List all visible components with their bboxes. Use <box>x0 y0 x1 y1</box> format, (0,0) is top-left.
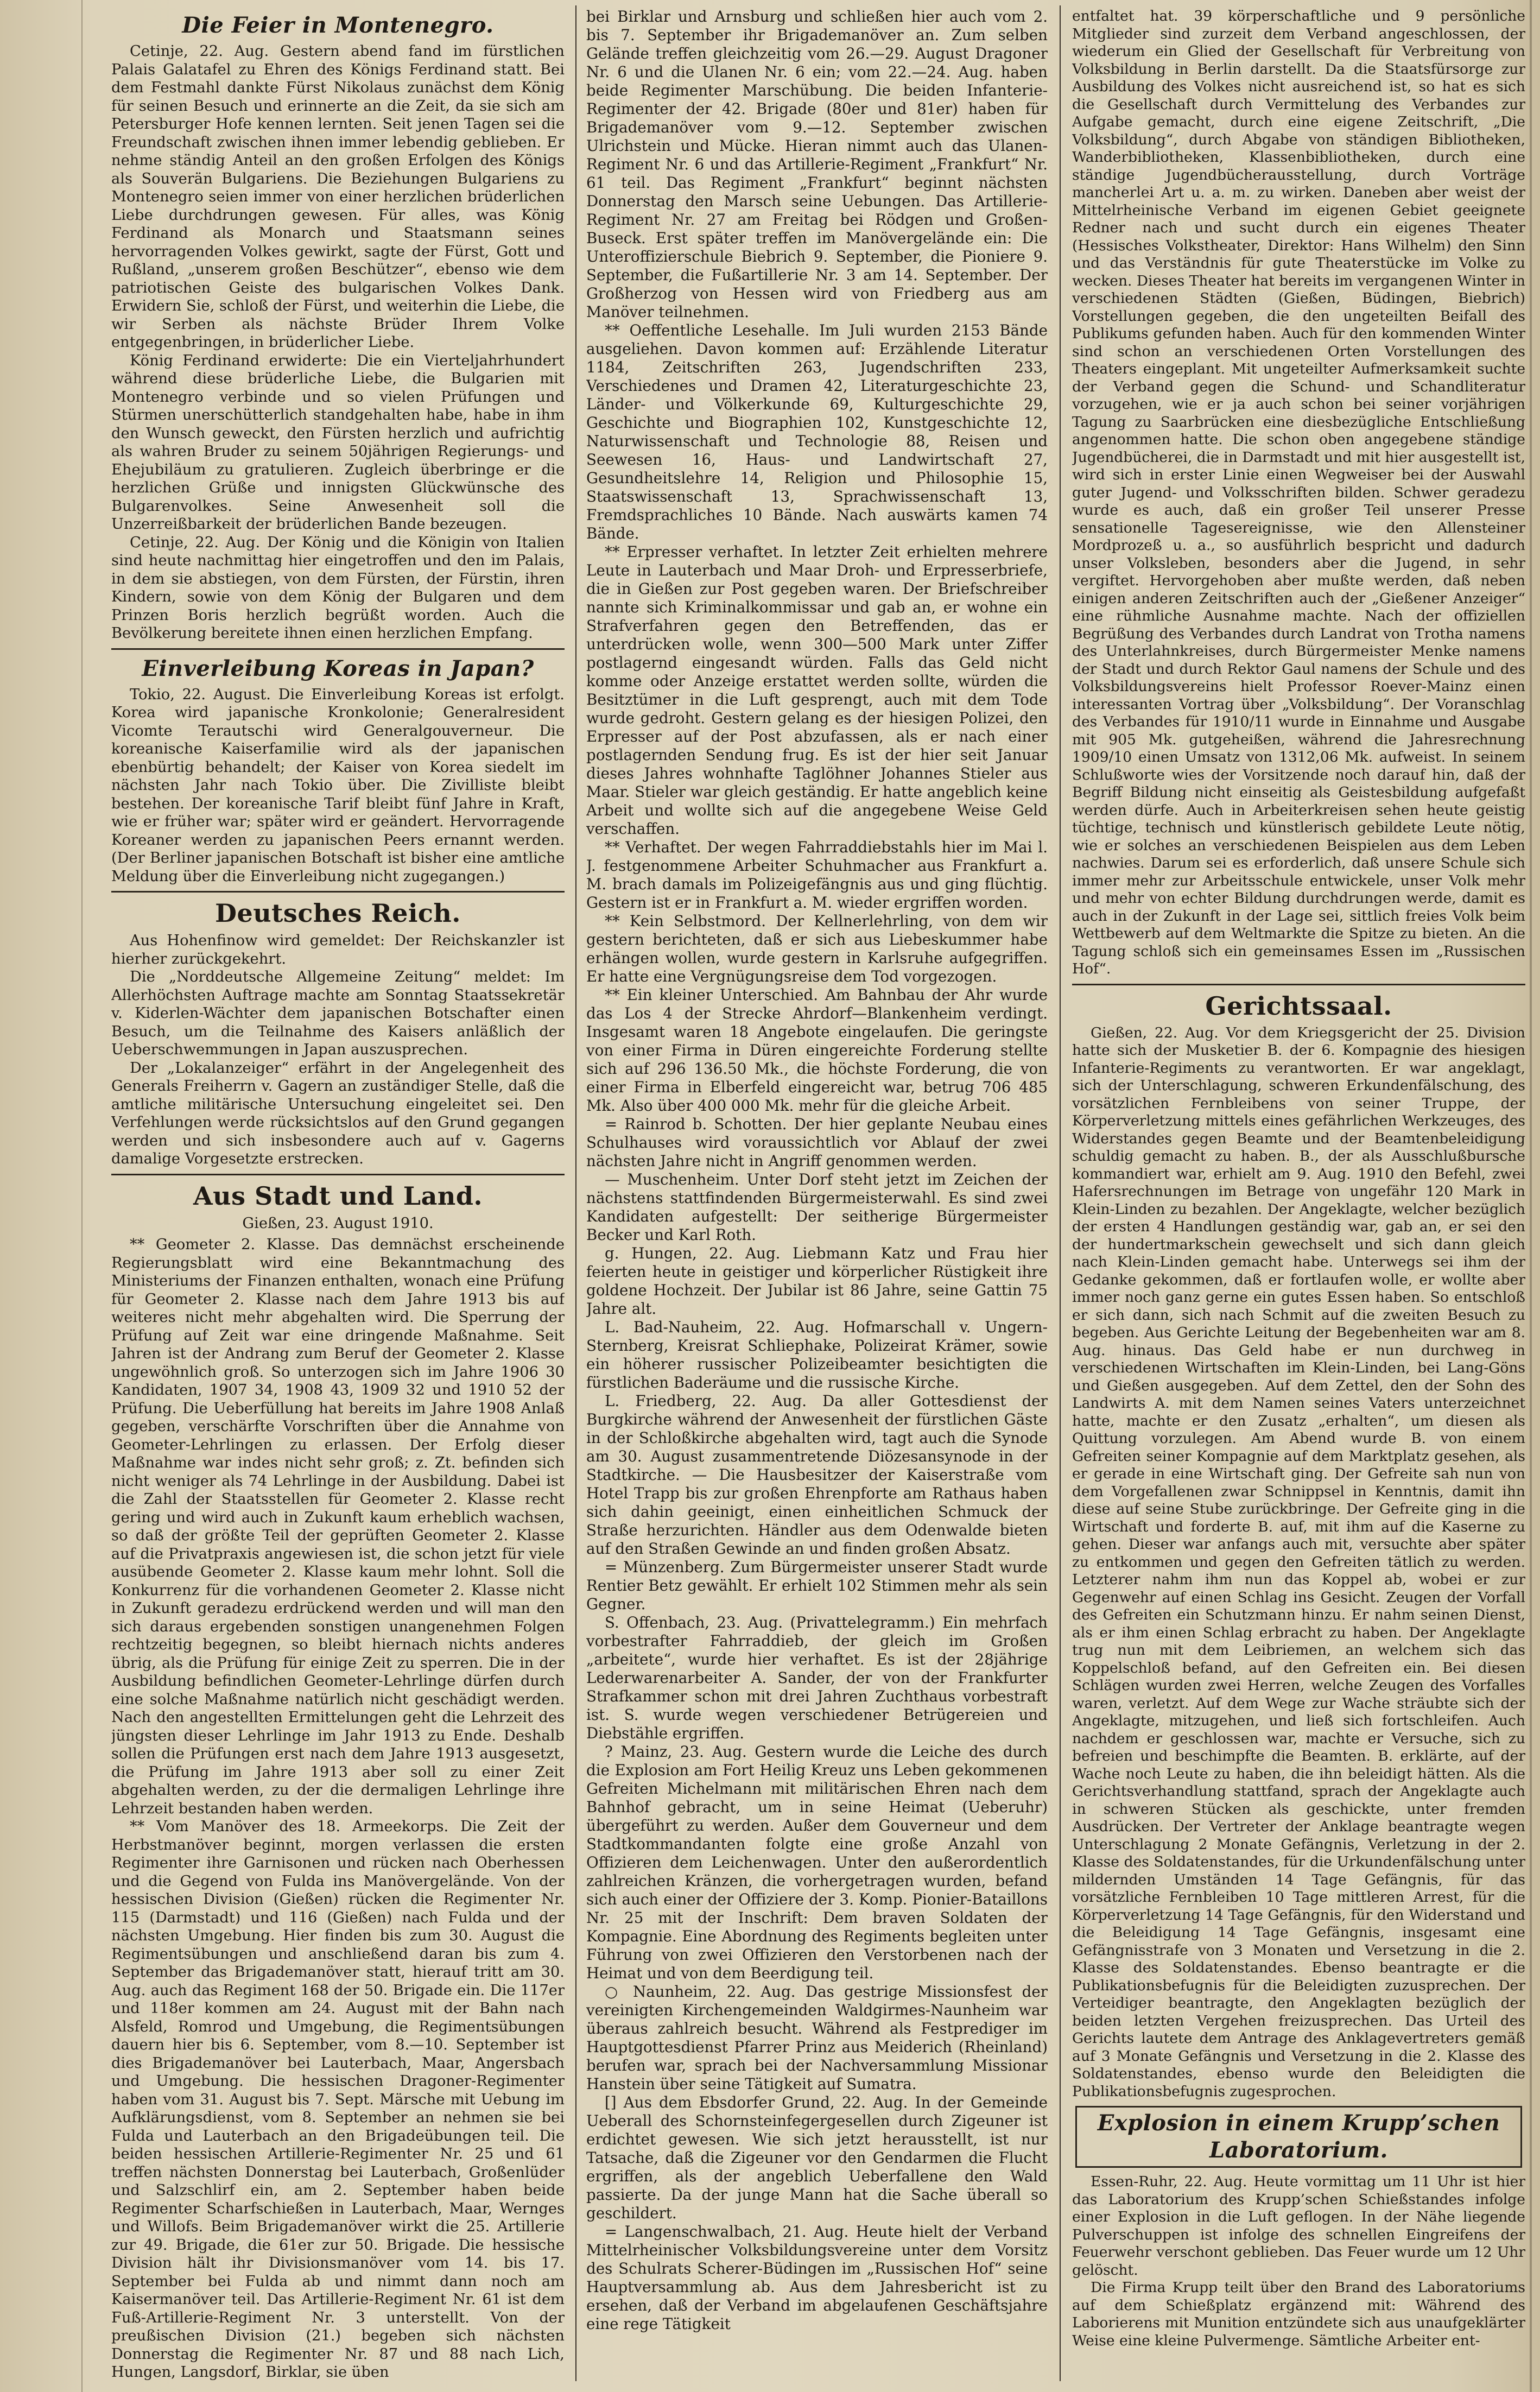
article-paragraph: g. Hungen, 22. Aug. Liebmann Katz und Frau hier feierten heute in geistiger und körperlicher Rüstigkeit ihre goldene Hochzeit. Der Jubilar ist 86 Jahre, seine Gattin 75 Jahre alt. <box>586 1244 1048 1318</box>
article-paragraph: König Ferdinand erwiderte: Die ein Vierteljahrhundert während diese brüderliche Liebe, die Bulgarien mit Montenegro verbinde und so vielen Prüfungen und Stürmen unerschütterlich standgehalten habe, habe in ihm den Wunsch geweckt, den Fürsten herzlich und aufrichtig als wahren Bruder zu seinem 50jährigen Regierungs- und Ehejubiläum zu gratulieren. Zugleich überbringe er die herzlichen Grüße und innigsten Glückwünsche des Bulgarenvolkes. Seine Anwesenheit soll die Unzerreißbarkeit der brüderlichen Bande bezeugen. <box>111 352 565 533</box>
article-paragraph: — Muschenheim. Unter Dorf steht jetzt im Zeichen der nächstens stattfindenden Bürgermeisterwahl. Es sind zwei Kandidaten aufgestellt: Der seitherige Bürgermeister Becker und Karl Roth. <box>586 1170 1048 1244</box>
article-paragraph: Gießen, 22. Aug. Vor dem Kriegsgericht der 25. Division hatte sich der Musketier B. der 6. Kompagnie des hiesigen Infanterie-Regiments zu verantworten. Er war angeklagt, sich der Unterschlagung, schweren Erkundenfälschung, des vorsätzlichen Fernbleibens von seiner Truppe, der Körperverletzung mittels eines gefährlichen Werkzeuges, des Widerstandes gegen Beamte und der Beamtenbeleidigung schuldig gemacht zu haben. B., der als Ausschlußbursche kommandiert war, erhielt am 9. Aug. 1910 den Befehl, zwei Hafersrechnungen im Betrage von ungefähr 120 Mark in Klein-Linden zu bezahlen. Der Angeklagte, welcher bezüglich der ersten 4 Handlungen geständig war, gab an, er sei den der hundertmarkschein gewechselt und sich dann gleich nach Klein-Linden gemacht habe. Unterwegs sei ihm der Gedanke gekommen, daß er fortlaufen wolle, er wollte aber immer noch ganz gerne ein gutes Essen haben. So entschloß er sich dann, sich nach Schmit auf die zweiten Besuch zu begeben. Aus Gerichte Leitung der Begebenheiten war am 8. Aug. hinaus. Das Geld habe er nun durchweg in verschiedenen Wirtschaften im Klein-Linden, bei Lang-Göns und Gießen ausgegeben. Auf dem Zettel, den der Sohn des Landwirts A. mit dem Namen seines Vaters unterzeichnet hatte, machte er den Zusatz „erhalten“, um diesen als Quittung vorzulegen. Am Abend wurde B. von einem Gefreiten seiner Kompagnie auf dem Marktplatz gesehen, als er gerade in eine Wirtschaft ging. Der Gefreite sah nun von dem Vorgefallenen zwar Schnippsel in Kenntnis, damit ihn diese auf seine Stube zurückbringe. Der Gefreite ging in die Wirtschaft und forderte B. auf, mit ihm auf die Kaserne zu gehen. Dieser war anfangs auch mit, versuchte aber später zu entkommen und gegen den Gefreiten tätlich zu werden. Letzterer nahm ihm nun das Koppel ab, wobei er zur Gegenwehr auf einen Schlag ins Gesicht. Zeugen der Vorfall des Gefreiten ein Schutzmann hinzu. Er nahm seinen Dienst, als er ihm einen Schlag erbracht zu haben. Der Angeklagte trug nun mit dem Leibriemen, an welchem sich das Koppelschloß befand, auf den Gefreiten ein. Bei diesen Schlägen wurden zwei Herren, welche Zeugen des Vorfalles waren, verletzt. Auf dem Wege zur Wache sträubte sich der Angeklagte, mitzugehen, und ließ sich fortschleifen. Auch nachdem er geschlossen war, machte er Versuche, sich zu befreien und beschimpfte die Beamten. B. erklärte, auf der Wache noch Leute zu haben, die ihn beleidigt hätten. Als die Gerichtsverhandlung stattfand, sprach der Angeklagte auch in schweren Stücken als geschickte, unter fremden Ausdrücken. Der Vertreter der Anklage beantragte wegen Unterschlagung 2 Monate Gefängnis, Verletzung in der 2. Klasse des Soldatenstandes, für die Urkundenfälschung unter mildernden Umständen 14 Tage Gefängnis, für das vorsätzliche Fernbleiben 10 Tage mittleren Arrest, für die Körperverletzung 14 Tage Gefängnis, für den Widerstand und die Beleidigung 14 Tage Gefängnis, insgesamt eine Gefängnisstrafe von 3 Monaten und Versetzung in die 2. Klasse des Soldatenstandes. Ebenso beantragte er die Publikationsbefugnis für die Beleidigten zuzusprechen. Der Verteidiger beantragte, den Angeklagten bezüglich der beiden letzten Vergehen freizusprechen. Das Urteil des Gerichts lautete dem Antrage des Anklagevertreters gemäß auf 3 Monate Gefängnis und Versetzung in die 2. Klasse des Soldatenstandes, ebenso wurde den Beleidigten die Publikationsbefugnis zugesprochen. <box>1072 1024 1525 2100</box>
article-paragraph: Die „Norddeutsche Allgemeine Zeitung“ meldet: Im Allerhöchsten Auftrage machte am Sonntag Staatssekretär v. Kiderlen-Wächter dem japanischen Botschafter einen Besuch, um die Teilnahme des Kaisers anläßlich der Ueberschwemmungen in Japan auszusprechen. <box>111 969 565 1058</box>
headline-gerichtssaal: Gerichtssaal. <box>1205 991 1392 1021</box>
article-paragraph: ** Oeffentliche Lesehalle. Im Juli wurden 2153 Bände ausgeliehen. Davon kommen auf: Erzählende Literatur 1184, Zeitschriften 263, Jugendschriften 233, Verschiedenes und Dramen 42, Literaturgeschichte 23, Länder- und Völkerkunde 69, Kulturgeschichte 29, Geschichte und Biographien 102, Kunstgeschichte 12, Naturwissenschaft und Technologie 88, Reisen und Seewesen 16, Haus- und Landwirtschaft 27, Gesundheitslehre 14, Religion und Philosophie 15, Staatswissenschaft 13, Sprachwissenschaft 13, Fremdsprachliches 10 Bände. Nach auswärts kamen 74 Bände. <box>586 321 1048 542</box>
article-paragraph: bei Birklar und Arnsburg und schließen hier auch vom 2. bis 7. September ihr Brigademanöver an. Zum selben Gelände treffen gleichzeitig vom 26.—29. August Dragoner Nr. 6 und die Ulanen Nr. 6 ein; vom 22.—24. Aug. haben beide Regimenter Marschübung. Die beiden Infanterie-Regimenter der 42. Brigade (80er und 81er) haben für Brigademanöver vom 9.—12. September zwischen Ulrichstein und Mücke. Hieran nimmt auch das Ulanen-Regiment Nr. 6 und das Artillerie-Regiment „Frankfurt“ Nr. 61 teil. Das Regiment „Frankfurt“ beginnt nächsten Donnerstag den Marsch seine Uebungen. Das Artillerie-Regiment Nr. 27 am Freitag bei Rödgen und Großen-Buseck. Erst später treffen im Manövergelände ein: Die Unteroffizierschule Biebrich 9. September, die Pioniere 9. September, die Fußartillerie Nr. 3 am 14. September. Der Großherzog von Hessen wird von Friedberg aus am Manöver teilnehmen. <box>586 8 1048 321</box>
column-rule-2 <box>1060 5 1061 2381</box>
article-paragraph: ** Ein kleiner Unterschied. Am Bahnbau der Ahr wurde das Los 4 der Strecke Ahrdorf—Blankenheim verdingt. Insgesamt waren 18 Angebote eingelaufen. Die geringste von einer Firma in Düren eingereichte Forderung stellte sich auf 296 136.50 Mk., die höchste Forderung, die von einer Firma in Elberfeld eingereicht war, betrug 706 485 Mk. Also über 400 000 Mk. mehr für die gleiche Arbeit. <box>586 986 1048 1115</box>
section-divider <box>111 1174 565 1175</box>
article-paragraph: [] Aus dem Ebsdorfer Grund, 22. Aug. In der Gemeinde Ueberall des Schornsteinfegergesellen durch Zigeuner ist erdichtet gewesen. Wie sich jetzt herausstellt, ist nur Tatsache, daß die Zigeuner vor den Gendarmen die Flucht ergriffen, als der angeblich Ueberfallene den Wald passierte. Da der junge Mann hat die Sache überall so geschildert. <box>586 2093 1048 2222</box>
article-paragraph: L. Friedberg, 22. Aug. Da aller Gottesdienst der Burgkirche während der Anwesenheit der fürstlichen Gäste in der Schloßkirche abgehalten wird, tagt auch die Synode am 30. August zusammentretende Diözesansynode in der Stadtkirche. — Die Hausbesitzer der Kaiserstraße vom Hotel Trapp bis zur großen Ehrenpforte am Rathaus haben sich dahin geeinigt, einen einheitlichen Schmuck der Straße herzurichten. Händler aus dem Odenwalde bieten auf den Straßen Gewinde an und finden großen Absatz. <box>586 1392 1048 1558</box>
headline-stadt-und-land: Aus Stadt und Land. <box>193 1181 483 1211</box>
headline-krupp-explosion: Explosion in einem Krupp’schen Laboratorium. <box>1075 2106 1522 2168</box>
column-2 <box>586 8 1048 2381</box>
headline-korea: Einverleibung Koreas in Japan? <box>142 655 534 681</box>
article-paragraph: Cetinje, 22. Aug. Gestern abend fand im fürstlichen Palais Galatafel zu Ehren des Königs Ferdinand statt. Bei dem Festmahl dankte Fürst Nikolaus zunächst dem König für seinen Besuch und erinnerte an die Zeit, da sie sich am Petersburger Hofe kennen lernten. Seit jenen Tagen sei die Freundschaft zwischen ihnen immer lebendig geblieben. Er nehme ständig Anteil an den großen Erfolgen des Königs als Souverän Bulgariens. Die Beziehungen Bulgariens zu Montenegro seien immer von einer herzlichen brüderlichen Liebe durchdrungen gewesen. Für alles, was König Ferdinand als Monarch und Staatsmann seines hervorragenden Volkes gewirkt, sagte der Fürst, Gott und Rußland, „unserem großen Beschützer“, ebenso wie dem patriotischen Geiste des bulgarischen Volkes Dank. Erwidern Sie, schloß der Fürst, und weiterhin die Liebe, die wir Serben als nächste Brüder Ihrem Volke entgegenbringen, in brüderlicher Liebe. <box>111 43 565 351</box>
section-divider <box>1072 984 1525 985</box>
article-paragraph: Essen-Ruhr, 22. Aug. Heute vormittag um 11 Uhr ist hier das Laboratorium des Krupp’schen Schießstandes infolge einer Explosion in die Luft geflogen. In der Nähe liegende Pulverschuppen ist infolge des schnellen Eingreifens der Feuerwehr verschont geblieben. Das Feuer wurde um 12 Uhr gelöscht. <box>1072 2173 1525 2279</box>
article-paragraph: = Münzenberg. Zum Bürgermeister unserer Stadt wurde Rentier Betz gewählt. Er erhielt 102 Stimmen mehr als sein Gegner. <box>586 1558 1048 1613</box>
headline-deutsches-reich: Deutsches Reich. <box>215 898 461 928</box>
article-paragraph: ○ Naunheim, 22. Aug. Das gestrige Missionsfest der vereinigten Kirchengemeinden Waldgirmes-Naunheim war überaus zahlreich besucht. Während als Festprediger im Hauptgottesdienst Pfarrer Prinz aus Meiderich (Rheinland) berufen war, sprach bei der Nachversammlung Missionar Hanstein über seine Tätigkeit auf Sumatra. <box>586 1983 1048 2093</box>
page-right-edge <box>1530 0 1532 2392</box>
column-rule-1 <box>575 5 576 2381</box>
section-divider <box>111 891 565 893</box>
article-paragraph: Tokio, 22. August. Die Einverleibung Koreas ist erfolgt. Korea wird japanische Kronkolonie; Generalresident Vicomte Terautschi wird Generalgouverneur. Die koreanische Kaiserfamilie wird als der japanischen ebenbürtig behandelt; der Kaiser von Korea siedelt im nächsten Jahr nach Tokio über. Die Zivilliste bleibt bestehen. Der koreanische Tarif bleibt fünf Jahre in Kraft, wie er früher war; später wird er geändert. Hervorragende Koreaner werden zu japanischen Peers ernannt werden. (Der Berliner japanischen Botschaft ist bisher eine amtliche Meldung über die Einverleibung nicht zugegangen.) <box>111 686 565 885</box>
article-paragraph: = Rainrod b. Schotten. Der hier geplante Neubau eines Schulhauses wird voraussichtlich vor Ablauf der zwei nächsten Jahre nicht in Angriff genommen werden. <box>586 1115 1048 1170</box>
column-1 <box>111 8 565 2381</box>
article-paragraph: ? Mainz, 23. Aug. Gestern wurde die Leiche des durch die Explosion am Fort Heilig Kreuz uns Leben gekommenen Gefreiten Michelmann mit militärischen Ehren nach dem Bahnhof gebracht, um in seine Heimat (Ueberuhr) übergeführt zu werden. Außer dem Gouverneur und dem Stadtkommandanten folgte eine große Anzahl von Offizieren dem Leichenwagen. Unter den außerordentlich zahlreichen Kränzen, die vorhergetragen wurden, befand sich auch einer der Offiziere der 3. Komp. Pionier-Bataillons Nr. 25 mit der Inschrift: Dem braven Soldaten der Kompagnie. Eine Abordnung des Regiments begleiten unter Führung von zwei Offizieren den Verstorbenen nach der Heimat und von dem Beerdigung teil. <box>586 1743 1048 1982</box>
article-paragraph: ** Vom Manöver des 18. Armeekorps. Die Zeit der Herbstmanöver beginnt, morgen verlassen die ersten Regimenter ihre Garnisonen und rücken nach Oberhessen und die Gegend von Fulda ins Manövergelände. Von der hessischen Division (Gießen) rücken die Regimenter Nr. 115 (Darmstadt) und 116 (Gießen) nach Fulda und der nächsten Umgebung. Hier finden bis zum 30. August die Regimentsübungen und anschließend daran bis zum 4. September das Brigademanöver statt, hierauf tritt am 30. Aug. auch das Regiment 168 der 50. Brigade ein. Die 117er und 118er kommen am 24. August mit der Bahn nach Alsfeld, Romrod und Umgebung, die Regimentsübungen dauern hier bis 6. September, vom 8.—10. September ist dies Brigademanöver bei Lauterbach, Maar, Angersbach und Umgebung. Die hessischen Dragoner-Regimenter haben vom 31. August bis 7. Sept. Märsche mit Uebung im Aufklärungsdienst, vom 8. September an nehmen sie bei Fulda und Lauterbach an den Brigadeübungen teil. Die beiden hessischen Artillerie-Regimenter Nr. 25 und 61 treffen nächsten Donnerstag bei Lauterbach, Großenlüder und Salzschlirf ein, am 2. September haben beide Regimenter Scharfschießen in Lauterbach, Maar, Wernges und Willofs. Beim Brigademanöver wirkt die 25. Artillerie zur 49. Brigade, die 61er zur 50. Brigade. Die hessische Division hält ihr Divisionsmanöver vom 14. bis 17. September bei Fulda ab und nimmt dann noch am Kaisermanöver teil. Das Artillerie-Regiment Nr. 61 ist dem Fuß-Artillerie-Regiment Nr. 3 unterstellt. Von der preußischen Division (21.) begeben sich nächsten Donnerstag die Regimenter Nr. 87 und 88 nach Lich, Hungen, Langsdorf, Birklar, sie üben <box>111 1818 565 2381</box>
article-paragraph: ** Verhaftet. Der wegen Fahrraddiebstahls hier im Mai l. J. festgenommene Arbeiter Schuhmacher aus Frankfurt a. M. brach damals im Polizeigefängnis aus und ging flüchtig. Gestern ist er in Frankfurt a. M. wieder ergriffen worden. <box>586 838 1048 912</box>
article-paragraph: = Langenschwalbach, 21. Aug. Heute hielt der Verband Mittelrheinischer Volksbildungsvereine unter dem Vorsitz des Schulrats Scherer-Büdingen im „Russischen Hof“ seine Hauptversammlung ab. Aus dem Jahresbericht ist zu ersehen, daß der Verband im abgelaufenen Geschäftsjahre eine rege Tätigkeit <box>586 2223 1048 2333</box>
dateline: Gießen, 23. August 1910. <box>242 1214 434 1232</box>
headline-montenegro: Die Feier in Montenegro. <box>182 12 494 38</box>
column-3 <box>1072 8 1525 2381</box>
article-paragraph: Aus Hohenfinow wird gemeldet: Der Reichskanzler ist hierher zurückgekehrt. <box>111 932 565 967</box>
article-paragraph: Die Firma Krupp teilt über den Brand des Laboratoriums auf dem Schießplatz ergänzend mit: Während des Laborierens mit Munition entzündete sich aus unaufgeklärter Weise eine kleine Pulvermenge. Sämtliche Arbeiter ent- <box>1072 2279 1525 2349</box>
article-paragraph: Cetinje, 22. Aug. Der König und die Königin von Italien sind heute nachmittag hier eingetroffen und den im Palais, in dem sie abstiegen, von dem Fürsten, der Fürstin, ihren Kindern, sowie von dem König der Bulgaren und dem Prinzen Boris herzlich begrüßt worden. Auch die Bevölkerung bereitete ihnen einen herzlichen Empfang. <box>111 534 565 642</box>
article-paragraph: ** Kein Selbstmord. Der Kellnerlehrling, von dem wir gestern berichteten, daß er sich aus Liebeskummer habe erhängen wollen, wurde gestern in Karlsruhe aufgegriffen. Er hatte eine Vergnügungsreise dem Tod vorgezogen. <box>586 912 1048 985</box>
article-paragraph: L. Bad-Nauheim, 22. Aug. Hofmarschall v. Ungern-Sternberg, Kreisrat Schliephake, Polizeirat Krämer, sowie ein höherer russischer Polizeibeamter besichtigten die fürstlichen Baderäume und die russische Kirche. <box>586 1318 1048 1391</box>
page-left-edge <box>81 0 83 2392</box>
article-paragraph: S. Offenbach, 23. Aug. (Privattelegramm.) Ein mehrfach vorbestrafter Fahrraddieb, der gleich im Großen „arbeitete“, wurde hier verhaftet. Es ist der 28jährige Lederwarenarbeiter A. Sander, der von der Frankfurter Strafkammer schon mit drei Jahren Zuchthaus vorbestraft ist. S. wurde wegen verschiedener Betrügereien und Diebstähle ergriffen. <box>586 1613 1048 1742</box>
article-paragraph: entfaltet hat. 39 körperschaftliche und 9 persönliche Mitglieder sind zurzeit dem Verband angeschlossen, der wiederum ein Glied der Gesellschaft für Verbreitung von Volksbildung in Berlin darstellt. Da die Staatsfürsorge zur Ausbildung des Volkes nicht ausreichend ist, so hat es sich die Gesellschaft durch Vermittelung des Verbandes zur Aufgabe gemacht, durch eine eigene Zeitschrift, „Die Volksbildung“, durch Abgabe von ständigen Bibliotheken, Wanderbibliotheken, Klassenbibliotheken, durch eine ständige Jugendbücherausstellung, durch Vorträge mancherlei Art u. a. m. zu wirken. Daneben aber weist der Mittelrheinische Verband im eigenen Gebiet geeignete Redner nach und sucht durch ein eigenes Theater (Hessisches Volkstheater, Direktor: Hans Wilhelm) den Sinn und das Verständnis für gute Theaterstücke im Volke zu wecken. Dieses Theater hat bereits im vergangenen Winter in verschiedenen Städten (Gießen, Büdingen, Biebrich) Vorstellungen gegeben, die den ungeteilten Beifall des Publikums gefunden haben. Auch für den kommenden Winter sind schon an verschiedenen Orten Vorstellungen des Theaters eingeplant. Mit ungeteilter Aufmerksamkeit suchte der Verband gegen die Schund- und Schandliteratur vorzugehen, wie er ja auch schon bei seiner vorjährigen Tagung zu Saarbrücken eine diesbezügliche Entschließung angenommen hatte. Die schon oben angegebene ständige Jugendbücherei, die in Darmstadt und mit hier ausgestellt ist, wird sich in erster Linie einen Wegweiser bei der Auswahl guter Jugend- und Volksschriften bilden. Schwer geradezu wurde es auch, daß ein großer Teil unserer Presse sensationelle Tagesereignisse, wie den Allensteiner Mordprozeß u. a., so ausführlich bespricht und dadurch unser Volksleben, besonders aber die Jugend, in sehr vergiftet. Hervorgehoben aber mußte werden, daß neben einigen anderen Zeitschriften auch der „Gießener Anzeiger“ eine rühmliche Ausnahme machte. Nach der offiziellen Begrüßung des Verbandes durch Landrat von Trotha namens des Unterlahnkreises, durch Bürgermeister Menke namens der Stadt und durch Rektor Gaul namens der Schule und des Volksbildungsvereins hielt Professor Roever-Mainz einen interessanten Vortrag über „Volksbildung“. Der Voranschlag des Verbandes für 1910/11 wurde in Einnahme und Ausgabe mit 905 Mk. gutgeheißen, während die Jahresrechnung 1909/10 einen Umsatz von 1312,06 Mk. aufweist. In seinem Schlußworte wies der Vorsitzende noch darauf hin, daß der Begriff Bildung nicht einseitig als Geistesbildung aufgefaßt werden dürfe. Auch in Arbeiterkreisen sehen heute geistig tüchtige, technisch und künstlerisch gebildete Leute nötig, wie er solches an verschiedenen Beispielen aus dem Leben nachwies. Darum sei es erforderlich, daß unsere Schule sich immer mehr zur Arbeitsschule entwickele, unser Volk mehr und mehr von echter Bildung durchdrungen werde, damit es auch in der Zukunft in der Lage sei, sittlich freies Volk beim Wettbewerb auf dem Weltmarkte die Spitze zu bieten. An die Tagung schloß sich ein gemeinsames Essen im „Russischen Hof“. <box>1072 8 1525 977</box>
article-paragraph: ** Geometer 2. Klasse. Das demnächst erscheinende Regierungsblatt wird eine Bekanntmachung des Ministeriums der Finanzen enthalten, wonach eine Prüfung für Geometer 2. Klasse nach dem Jahre 1913 bis auf weiteres nicht mehr abgehalten wird. Die Sperrung der Prüfung auf Zeit war eine dringende Maßnahme. Seit Jahren ist der Andrang zum Beruf der Geometer 2. Klasse ungewöhnlich groß. So unterzogen sich im Jahre 1906 30 Kandidaten, 1907 34, 1908 43, 1909 32 und 1910 52 der Prüfung. Die Ueberfüllung hat bereits im Jahre 1908 Anlaß gegeben, verschärfte Vorschriften über die Annahme von Geometer-Lehrlingen zu erlassen. Der Erfolg dieser Maßnahme war indes nicht sehr groß; z. Zt. befinden sich nicht weniger als 74 Lehrlinge in der Ausbildung. Dabei ist die Zahl der Staatsstellen für Geometer 2. Klasse recht gering und wird auch in Zukunft kaum erheblich wachsen, so daß der größte Teil der geprüften Geometer 2. Klasse auf die Privatpraxis angewiesen ist, die schon jetzt für viele ausübende Geometer 2. Klasse kaum mehr lohnt. Soll die Konkurrenz für die vorhandenen Geometer 2. Klasse nicht in Zukunft geradezu erdrückend werden und will man den sich daraus ergebenden sonstigen unangenehmen Folgen rechtzeitig begegnen, so bleibt hiernach nichts anderes übrig, als die Prüfung für einige Zeit zu sperren. Die in der Ausbildung befindlichen Geometer-Lehrlinge dürfen durch eine solche Maßnahme natürlich nicht geschädigt werden. Nach den angestellten Ermittelungen geht die Lehrzeit des jüngsten dieser Lehrlinge im Jahr 1913 zu Ende. Deshalb sollen die Prüfungen erst nach dem Jahre 1913 ausgesetzt, die Prüfung im Jahre 1913 aber soll zu einer Zeit abgehalten werden, zu der die dermaligen Lehrlinge ihre Lehrzeit bestanden haben werden. <box>111 1236 565 1817</box>
article-paragraph: ** Erpresser verhaftet. In letzter Zeit erhielten mehrere Leute in Lauterbach und Maar Droh- und Erpresserbriefe, die in Gießen zur Post gegeben waren. Der Briefschreiber nannte sich Kriminalkommissar und gab an, er wohne ein Strafverfahren gegen den Betreffenden, das er unterdrücken wolle, wenn 300—500 Mark unter Ziffer postlagernd eingesandt würden. Falls das Geld nicht komme oder Anzeige erstattet werden sollte, würden die Besitztümer in die Luft gesprengt, auch mit dem Tode wurde gedroht. Gestern gelang es der hiesigen Polizei, den Erpresser auf der Post abzufassen, als er nach einer postlagernden Sendung frug. Es ist der hier seit Januar dieses Jahres wohnhafte Taglöhner Johannes Stieler aus Maar. Stieler war gleich geständig. Er hatte angeblich keine Arbeit und wollte sich auf die angegebene Weise Geld verschaffen. <box>586 543 1048 838</box>
section-divider <box>111 648 565 650</box>
article-paragraph: Der „Lokalanzeiger“ erfährt in der Angelegenheit des Generals Freiherrn v. Gagern an zuständiger Stelle, daß die amtliche militärische Untersuchung eingeleitet sei. Den Verfehlungen werde rücksichtslos auf den Grund gegangen werden und sich insbesondere auch auf v. Gagerns damalige Vorgesetzte erstrecken. <box>111 1059 565 1167</box>
